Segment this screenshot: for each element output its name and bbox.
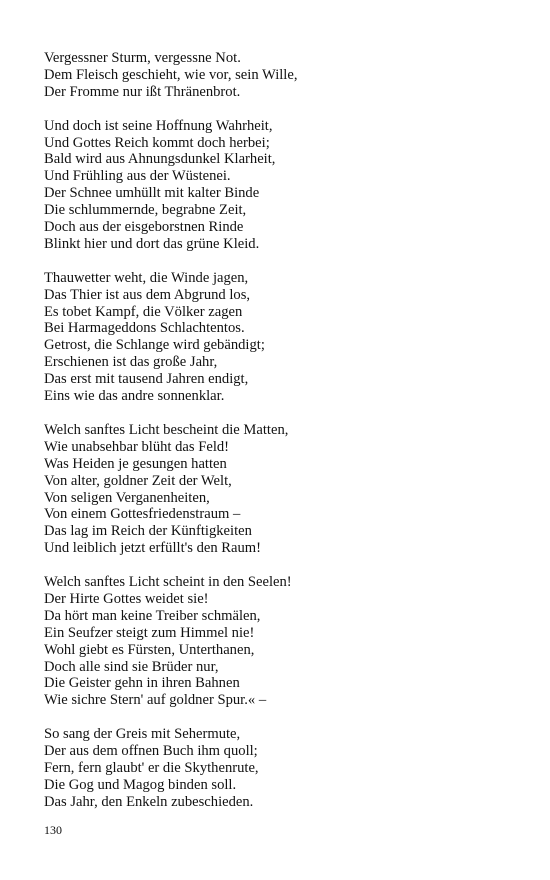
poem-line: Bei Harmageddons Schlachtentos. <box>44 320 245 337</box>
page-number: 130 <box>44 823 62 837</box>
poem-line: Dem Fleisch geschieht, wie vor, sein Wille, <box>44 66 298 83</box>
poem-line: Blinkt hier und dort das grüne Kleid. <box>44 235 260 252</box>
poem-line: Von alter, goldner Zeit der Welt, <box>44 472 232 489</box>
poem-line: Das erst mit tausend Jahren endigt, <box>44 371 249 388</box>
stanza <box>44 270 514 405</box>
poem-line: Die Gog und Magog binden soll. <box>44 776 237 793</box>
poem-line: Doch alle sind sie Brüder nur, <box>44 658 219 675</box>
poem-line: Was Heiden je gesungen hatten <box>44 455 227 472</box>
poem-line: Der aus dem offnen Buch ihm quoll; <box>44 743 258 760</box>
poem-line: Doch aus der eisgeborstnen Rinde <box>44 219 244 236</box>
poem-text <box>44 50 514 828</box>
poem-line: Vergessner Sturm, vergessne Not. <box>44 50 241 66</box>
poem-line: Und doch ist seine Hoffnung Wahrheit, <box>44 117 273 134</box>
poem-line: Die schlummernde, begrabne Zeit, <box>44 202 247 219</box>
poem-line: Eins wie das andre sonnenklar. <box>44 388 225 405</box>
poem-line: Und Gottes Reich kommt doch herbei; <box>44 134 270 151</box>
poem-line: Erschienen ist das große Jahr, <box>44 354 218 371</box>
poem-line: Thauwetter weht, die Winde jagen, <box>44 269 249 286</box>
poem-line: Welch sanftes Licht scheint in den Seelen! <box>44 574 292 591</box>
poem-line: Welch sanftes Licht bescheint die Matten, <box>44 421 289 438</box>
poem-line: Wie sichre Stern' auf goldner Spur.« – <box>44 692 267 709</box>
poem-line: Bald wird aus Ahnungsdunkel Klarheit, <box>44 151 276 168</box>
poem-line: Der Hirte Gottes weidet sie! <box>44 590 209 607</box>
poem-line: Der Schnee umhüllt mit kalter Binde <box>44 185 260 202</box>
poem-line: Ein Seufzer steigt zum Himmel nie! <box>44 624 255 641</box>
poem-line: Der Fromme nur ißt Thränenbrot. <box>44 83 241 100</box>
poem-line: So sang der Greis mit Sehermute, <box>44 726 241 743</box>
poem-line: Wohl giebt es Fürsten, Unterthanen, <box>44 641 255 658</box>
poem-line: Wie unabsehbar blüht das Feld! <box>44 438 230 455</box>
poem-line: Da hört man keine Treiber schmälen, <box>44 607 261 624</box>
poem-line: Das Jahr, den Enkeln zubeschieden. <box>44 793 254 810</box>
stanza <box>44 422 514 557</box>
poem-line: Das lag im Reich der Künftigkeiten <box>44 523 252 540</box>
poem-line: Von seligen Verganenheiten, <box>44 489 210 506</box>
poem-line: Es tobet Kampf, die Völker zagen <box>44 303 243 320</box>
stanza <box>44 50 514 101</box>
poem-line: Getrost, die Schlange wird gebändigt; <box>44 337 265 354</box>
stanza <box>44 574 514 709</box>
poem-line: Von einem Gottesfriedenstraum – <box>44 506 241 523</box>
poem-line: Fern, fern glaubt' er die Skythenrute, <box>44 759 259 776</box>
stanza <box>44 118 514 253</box>
poem-line: Und leiblich jetzt erfüllt's den Raum! <box>44 540 262 557</box>
poem-line: Das Thier ist aus dem Abgrund los, <box>44 286 251 303</box>
stanza <box>44 726 514 811</box>
poem-line: Und Frühling aus der Wüstenei. <box>44 168 231 185</box>
poem-line: Die Geister gehn in ihren Bahnen <box>44 675 240 692</box>
